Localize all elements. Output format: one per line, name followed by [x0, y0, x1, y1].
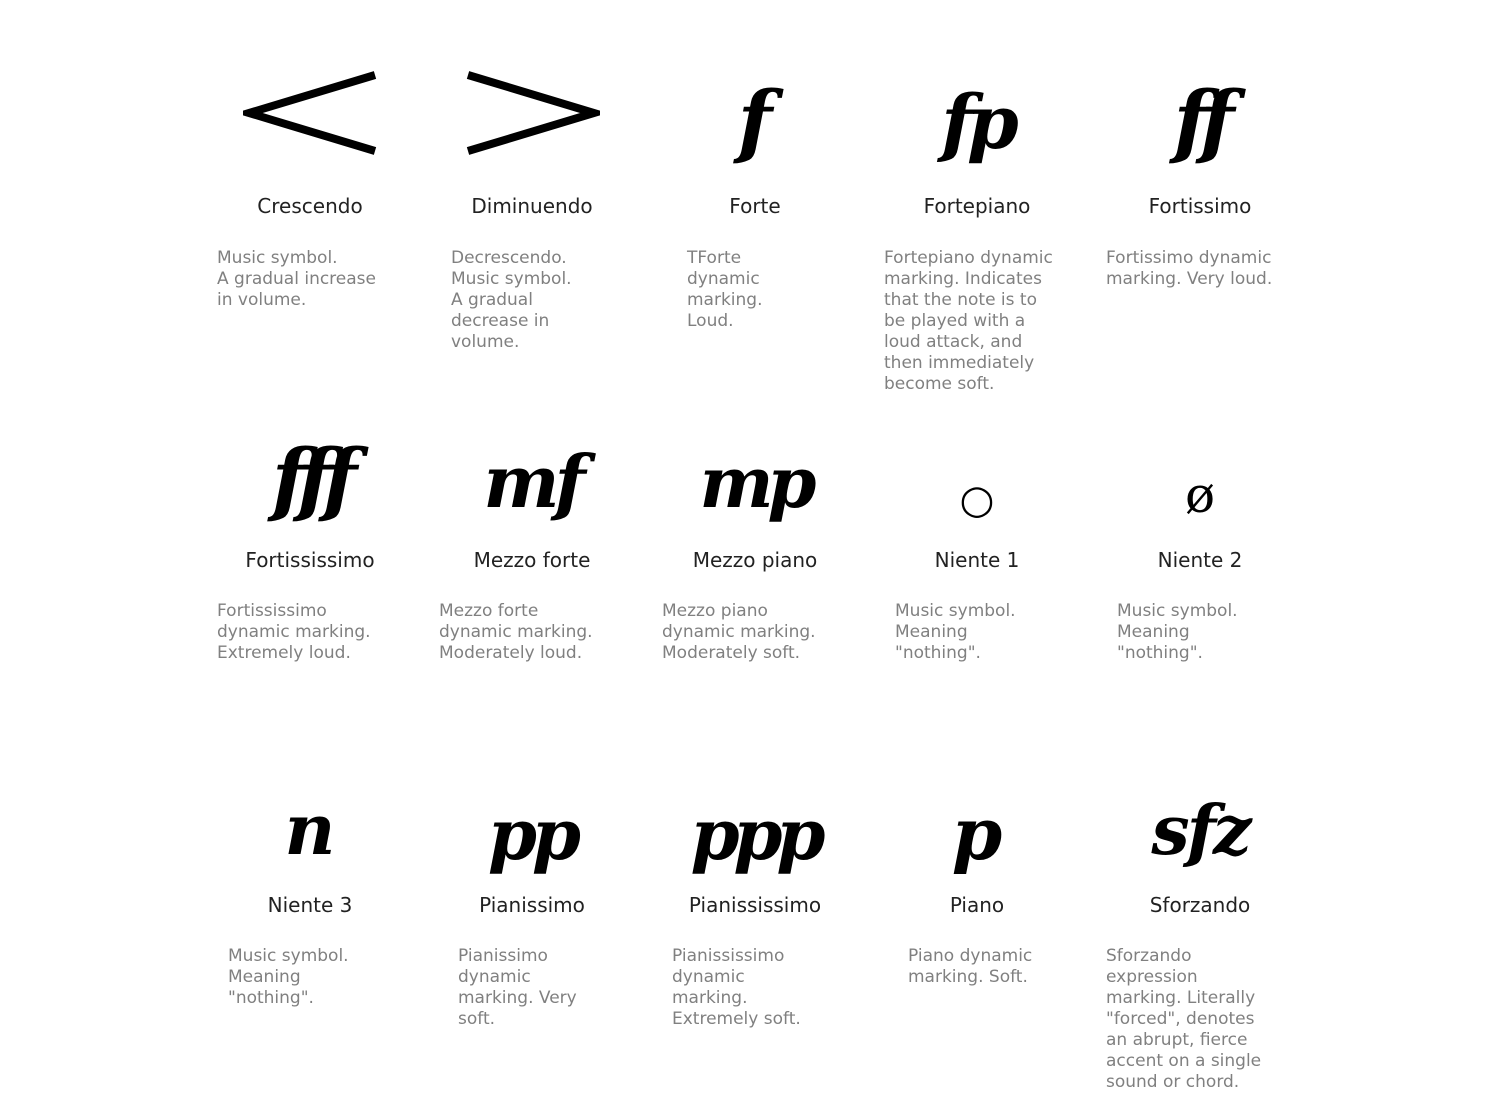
fortississimo-symbol-icon: fff — [271, 431, 349, 525]
symbol-name: Mezzo piano — [692, 548, 818, 572]
symbol-name: Niente 3 — [267, 893, 353, 917]
symbol-name: Fortississimo — [245, 548, 375, 572]
symbol-description: Mezzo piano dynamic marking. Moderately soft. — [662, 601, 816, 663]
niente-circle-icon: ○ — [959, 477, 995, 523]
sforzando-symbol-icon: sfz — [1151, 791, 1249, 871]
fortissimo-symbol-icon: ff — [1173, 73, 1227, 167]
symbol-description: Decrescendo. Music symbol. A gradual decrease in volume. — [451, 248, 572, 352]
symbol-description: Music symbol. A gradual increase in volume. — [217, 248, 376, 310]
symbol-name: Pianissimo — [479, 893, 585, 917]
symbol-name: Mezzo forte — [473, 548, 591, 572]
symbol-name: Forte — [729, 194, 781, 218]
symbol-description: Mezzo forte dynamic marking. Moderately loud. — [439, 601, 593, 663]
symbol-name: Piano — [949, 893, 1005, 917]
symbol-name: Fortepiano — [923, 194, 1031, 218]
mezzo-forte-symbol-icon: mf — [483, 439, 581, 524]
pianississimo-symbol-icon: ppp — [690, 793, 820, 876]
symbol-name: Niente 1 — [934, 548, 1020, 572]
symbol-description: Sforzando expression marking. Literally "forced", denotes an abrupt, fierce accent on a single sound or chord. — [1106, 946, 1262, 1092]
niente-slashed-circle-icon: ø — [1184, 466, 1216, 524]
symbol-description: Music symbol. Meaning "nothing". — [895, 601, 1016, 663]
fortepiano-symbol-icon: fp — [941, 80, 1013, 166]
symbol-name: Niente 2 — [1157, 548, 1243, 572]
symbol-name: Crescendo — [257, 194, 363, 218]
symbol-name: Diminuendo — [471, 194, 593, 218]
pianissimo-symbol-icon: pp — [488, 793, 576, 876]
mezzo-piano-symbol-icon: mp — [699, 441, 811, 524]
crescendo-hairpin-icon — [243, 71, 378, 155]
symbol-description: Pianississimo dynamic marking. Extremely soft. — [672, 946, 801, 1029]
symbol-name: Fortissimo — [1148, 194, 1252, 218]
symbol-description: Piano dynamic marking. Soft. — [908, 946, 1033, 987]
symbol-description: Fortissimo dynamic marking. Very loud. — [1106, 248, 1273, 289]
symbol-description: Pianissimo dynamic marking. Very soft. — [458, 946, 577, 1029]
diminuendo-hairpin-icon — [465, 71, 600, 155]
symbol-description: Fortepiano dynamic marking. Indicates that the note is to be played with a loud attack, and then immediately become soft. — [884, 248, 1053, 394]
piano-symbol-icon: p — [951, 791, 1003, 876]
symbol-name: Pianississimo — [688, 893, 822, 917]
symbol-description: Fortississimo dynamic marking. Extremely loud. — [217, 601, 371, 663]
symbol-description: TForte dynamic marking. Loud. — [687, 248, 763, 331]
symbol-description: Music symbol. Meaning "nothing". — [1117, 601, 1238, 663]
symbol-description: Music symbol. Meaning "nothing". — [228, 946, 349, 1008]
niente-n-symbol-icon: n — [284, 788, 336, 871]
symbol-name: Sforzando — [1149, 893, 1251, 917]
forte-symbol-icon: f — [737, 73, 773, 167]
